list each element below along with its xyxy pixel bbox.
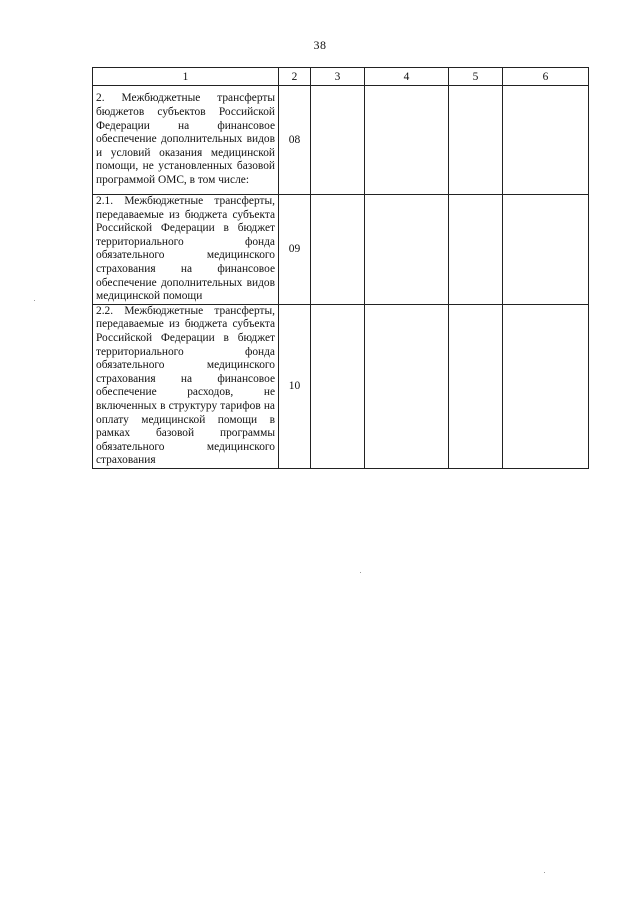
column-header-1: 1 — [93, 68, 279, 86]
table-row — [93, 86, 589, 195]
row-description: 2.2. Межбюджетные трансферты, передаваемые из бюджета субъекта Российской Федерации в бюджет территориального фонда обязательного медицинского страхования на финансовое обеспечение расходов, не включенных в структуру тарифов на оплату медицинской помощи в рамках базовой программы обязательного медицинского страхования — [93, 304, 279, 468]
row-description: 2.1. Межбюджетные трансферты, передаваемые из бюджета субъекта Российской Федерации в бюджет территориального фонда обязательного медицинского страхования на финансовое обеспечение дополнительных видов медицинской помощи — [93, 195, 279, 305]
row-description: 2. Межбюджетные трансферты бюджетов субъектов Российской Федерации на финансовое обеспечение дополнительных видов и условий оказания медицинской помощи, не установленных базовой программой ОМС, в том числе: — [93, 86, 279, 195]
column-header-2: 2 — [279, 68, 311, 86]
empty-cell — [365, 304, 449, 468]
scan-speck — [34, 300, 35, 301]
empty-cell — [311, 304, 365, 468]
empty-cell — [449, 304, 503, 468]
column-header-3: 3 — [311, 68, 365, 86]
empty-cell — [311, 86, 365, 195]
table-row — [93, 195, 589, 305]
scan-speck — [544, 872, 545, 873]
empty-cell — [365, 195, 449, 305]
empty-cell — [503, 86, 589, 195]
budget-table — [92, 67, 589, 469]
table-row — [93, 304, 589, 468]
row-code: 10 — [279, 304, 311, 468]
row-code: 09 — [279, 195, 311, 305]
empty-cell — [311, 195, 365, 305]
empty-cell — [449, 195, 503, 305]
table-header-row — [93, 68, 589, 86]
column-header-5: 5 — [449, 68, 503, 86]
column-header-4: 4 — [365, 68, 449, 86]
empty-cell — [503, 304, 589, 468]
empty-cell — [503, 195, 589, 305]
row-code: 08 — [279, 86, 311, 195]
empty-cell — [449, 86, 503, 195]
column-header-6: 6 — [503, 68, 589, 86]
empty-cell — [365, 86, 449, 195]
page-number: 38 — [313, 38, 327, 52]
scan-speck — [360, 572, 361, 573]
